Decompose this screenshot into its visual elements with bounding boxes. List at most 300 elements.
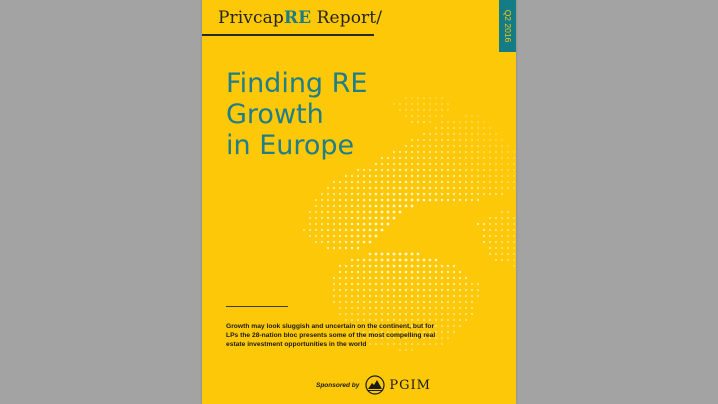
globe-dot <box>435 265 438 268</box>
globe-dot <box>357 169 359 171</box>
globe-dot <box>351 223 354 226</box>
globe-dot <box>501 181 503 183</box>
globe-dot <box>381 199 384 202</box>
globe-dot <box>411 187 414 190</box>
globe-dot <box>345 205 347 207</box>
globe-dot <box>327 199 329 201</box>
globe-dot <box>381 253 384 256</box>
globe-dot <box>411 289 413 291</box>
globe-dot <box>465 127 467 129</box>
globe-dot <box>405 199 408 202</box>
globe-dot <box>435 103 437 105</box>
globe-dot <box>453 277 455 279</box>
globe-dot <box>387 211 390 214</box>
globe-dot <box>387 301 389 303</box>
globe-dot <box>429 301 431 303</box>
globe-dot <box>513 187 515 189</box>
globe-dot <box>495 175 497 177</box>
globe-dot <box>507 223 509 225</box>
globe-dot <box>501 157 503 159</box>
globe-dot <box>483 241 485 243</box>
globe-dot <box>399 277 402 280</box>
globe-dot <box>339 187 341 189</box>
globe-dot <box>453 127 455 129</box>
globe-dot <box>363 241 366 244</box>
globe-dot <box>363 271 365 273</box>
globe-dot <box>321 199 323 201</box>
globe-dot <box>417 313 419 315</box>
globe-dot <box>393 211 396 214</box>
globe-dot <box>369 307 371 309</box>
globe-dot <box>405 301 407 303</box>
globe-dot <box>495 145 497 147</box>
globe-dot <box>471 307 473 309</box>
globe-dot <box>369 289 371 291</box>
globe-dot <box>513 265 515 267</box>
globe-dot <box>459 187 461 189</box>
globe-dot <box>345 265 347 267</box>
globe-dot <box>309 235 311 237</box>
globe-dot <box>375 223 378 226</box>
globe-dot <box>363 193 365 195</box>
globe-dot <box>489 181 491 183</box>
globe-dot <box>405 319 407 321</box>
globe-dot <box>501 145 503 147</box>
globe-dot <box>369 169 371 171</box>
globe-dot <box>321 241 323 243</box>
globe-dot <box>381 193 384 196</box>
globe-dot <box>381 271 384 274</box>
brand-accent: RE <box>283 8 312 28</box>
globe-dot <box>393 295 395 297</box>
globe-dot <box>375 199 378 202</box>
globe-dot <box>387 217 390 220</box>
globe-dot <box>417 283 419 285</box>
globe-dot <box>351 193 353 195</box>
globe-dot <box>357 283 359 285</box>
globe-dot <box>333 295 335 297</box>
globe-dot <box>333 193 335 195</box>
globe-dot <box>471 313 473 315</box>
globe-dot <box>309 211 311 213</box>
globe-dot <box>369 223 372 226</box>
globe-dot <box>339 301 341 303</box>
globe-dot <box>507 151 509 153</box>
globe-dot <box>501 217 503 219</box>
globe-dot <box>447 151 449 153</box>
globe-dot <box>309 223 311 225</box>
globe-dot <box>387 193 390 196</box>
brand-suffix: Report/ <box>311 8 383 28</box>
globe-dot <box>369 283 371 285</box>
globe-dot <box>357 289 359 291</box>
globe-dot <box>411 169 413 171</box>
globe-dot <box>321 229 323 231</box>
globe-dot <box>369 277 371 279</box>
tagline: Growth may look sluggish and uncertain on the continent, but for LPs the 28-nation bloc presents some of the most compelling real estate investment opportunities in the world <box>226 323 436 349</box>
globe-dot <box>381 295 383 297</box>
globe-dot <box>345 199 347 201</box>
globe-dot <box>345 211 347 213</box>
globe-dot <box>441 193 443 195</box>
globe-dot <box>333 247 335 249</box>
globe-dot <box>429 295 431 297</box>
globe-dot <box>321 223 323 225</box>
globe-dot <box>501 163 503 165</box>
globe-dot <box>345 193 347 195</box>
globe-dot <box>375 307 377 309</box>
globe-dot <box>477 289 479 291</box>
globe-dot <box>459 139 461 141</box>
globe-dot <box>471 187 473 189</box>
globe-dot <box>501 151 503 153</box>
globe-dot <box>405 313 407 315</box>
globe-dot <box>327 229 329 231</box>
globe-dot <box>489 175 491 177</box>
globe-dot <box>351 289 353 291</box>
globe-dot <box>351 277 353 279</box>
globe-dot <box>339 307 341 309</box>
globe-dot <box>429 289 431 291</box>
globe-dot <box>363 265 366 268</box>
globe-dot <box>495 235 497 237</box>
globe-dot <box>489 235 491 237</box>
globe-dot <box>357 295 359 297</box>
globe-dot <box>393 271 396 274</box>
globe-dot <box>405 283 407 285</box>
globe-dot <box>381 307 383 309</box>
globe-dot <box>477 151 479 153</box>
globe-dot <box>435 313 437 315</box>
globe-dot <box>417 97 419 99</box>
globe-dot <box>357 265 359 267</box>
globe-dot <box>501 211 503 213</box>
globe-dot <box>483 229 485 231</box>
globe-dot <box>357 235 360 238</box>
globe-dot <box>417 145 419 147</box>
globe-dot <box>507 241 509 243</box>
globe-dot <box>381 217 384 220</box>
globe-dot <box>381 289 383 291</box>
globe-dot <box>441 313 443 315</box>
globe-dot <box>423 199 426 202</box>
globe-dot <box>441 277 443 279</box>
globe-dot <box>447 319 449 321</box>
globe-dot <box>399 211 402 214</box>
globe-dot <box>393 319 395 321</box>
globe-dot <box>429 187 431 189</box>
globe-dot <box>447 277 449 279</box>
globe-dot <box>435 139 437 141</box>
globe-dot <box>417 181 419 183</box>
globe-dot <box>357 205 359 207</box>
globe-dot <box>429 109 431 111</box>
globe-dot <box>447 307 449 309</box>
globe-dot <box>411 301 413 303</box>
globe-dot <box>495 241 497 243</box>
globe-dot <box>339 283 341 285</box>
globe-dot <box>315 235 317 237</box>
globe-dot <box>375 301 377 303</box>
globe-dot <box>441 145 443 147</box>
globe-dot <box>501 253 503 255</box>
report-title <box>226 68 406 161</box>
globe-dot <box>345 307 347 309</box>
globe-dot <box>513 169 515 171</box>
globe-dot <box>327 223 329 225</box>
globe-dot <box>471 283 473 285</box>
globe-dot <box>489 133 491 135</box>
globe-dot <box>513 259 515 261</box>
globe-dot <box>483 193 485 195</box>
globe-dot <box>429 193 432 196</box>
globe-dot <box>435 181 437 183</box>
globe-dot <box>411 259 414 262</box>
globe-dot <box>399 265 402 268</box>
globe-dot <box>333 301 335 303</box>
globe-dot <box>369 301 371 303</box>
globe-dot <box>423 133 425 135</box>
globe-dot <box>363 229 366 232</box>
globe-dot <box>375 229 378 232</box>
globe-dot <box>477 181 479 183</box>
globe-dot <box>375 271 378 274</box>
globe-dot <box>483 169 485 171</box>
globe-dot <box>327 217 329 219</box>
globe-dot <box>423 115 425 117</box>
globe-dot <box>423 265 426 268</box>
globe-dot <box>399 199 402 202</box>
globe-dot <box>333 199 335 201</box>
globe-dot <box>495 187 497 189</box>
globe-dot <box>339 205 341 207</box>
globe-dot <box>375 235 378 238</box>
globe-dot <box>333 283 335 285</box>
report-cover <box>202 0 516 404</box>
globe-dot <box>351 259 353 261</box>
globe-dot <box>411 253 414 256</box>
globe-dot <box>411 295 413 297</box>
globe-dot <box>477 121 479 123</box>
globe-dot <box>345 289 347 291</box>
globe-dot <box>471 193 473 195</box>
globe-dot <box>423 181 425 183</box>
globe-dot <box>495 259 497 261</box>
globe-dot <box>369 199 372 202</box>
globe-dot <box>333 241 335 243</box>
globe-dot <box>333 289 335 291</box>
globe-dot <box>357 223 360 226</box>
globe-dot <box>351 301 353 303</box>
globe-dot <box>381 319 383 321</box>
globe-dot <box>411 181 414 184</box>
globe-dot <box>471 289 473 291</box>
globe-dot <box>441 127 443 129</box>
globe-dot <box>345 301 347 303</box>
globe-dot <box>471 157 473 159</box>
globe-dot <box>441 319 443 321</box>
globe-dot <box>411 157 413 159</box>
globe-dot <box>459 151 461 153</box>
globe-dot <box>369 187 371 189</box>
globe-dot <box>441 151 443 153</box>
globe-dot <box>399 259 402 262</box>
globe-dot <box>303 229 305 231</box>
globe-dot <box>471 175 473 177</box>
globe-dot <box>489 229 491 231</box>
globe-dot <box>423 295 425 297</box>
globe-dot <box>339 271 341 273</box>
globe-dot <box>435 193 438 196</box>
globe-dot <box>345 277 347 279</box>
globe-dot <box>423 163 425 165</box>
globe-dot <box>411 205 414 208</box>
globe-dot <box>417 175 419 177</box>
globe-dot <box>381 205 384 208</box>
globe-dot <box>411 307 413 309</box>
globe-dot <box>441 307 443 309</box>
globe-dot <box>393 163 395 165</box>
globe-dot <box>435 295 437 297</box>
globe-dot <box>387 265 390 268</box>
sponsor-block <box>316 374 431 396</box>
globe-dot <box>453 145 455 147</box>
globe-dot <box>441 133 443 135</box>
globe-dot <box>495 229 497 231</box>
globe-dot <box>447 169 449 171</box>
globe-dot <box>429 103 431 105</box>
globe-dot <box>447 181 449 183</box>
globe-dot <box>327 235 329 237</box>
globe-dot <box>369 319 371 321</box>
globe-dot <box>339 265 341 267</box>
globe-dot <box>429 151 431 153</box>
globe-dot <box>453 169 455 171</box>
globe-dot <box>369 271 371 273</box>
globe-dot <box>369 175 371 177</box>
globe-dot <box>381 223 384 226</box>
globe-dot <box>453 157 455 159</box>
globe-dot <box>465 295 467 297</box>
globe-dot <box>441 175 443 177</box>
globe-dot <box>393 181 396 184</box>
globe-dot <box>411 163 413 165</box>
globe-dot <box>471 115 473 117</box>
globe-dot <box>483 127 485 129</box>
globe-dot <box>339 295 341 297</box>
globe-dot <box>411 199 414 202</box>
globe-dot <box>351 265 353 267</box>
globe-dot <box>357 193 359 195</box>
globe-dot <box>387 277 390 280</box>
globe-dot <box>507 235 509 237</box>
globe-dot <box>435 133 437 135</box>
globe-dot <box>471 127 473 129</box>
globe-dot <box>441 301 443 303</box>
globe-dot <box>447 103 449 105</box>
globe-dot <box>465 283 467 285</box>
globe-dot <box>477 157 479 159</box>
globe-dot <box>507 175 509 177</box>
globe-dot <box>309 217 311 219</box>
globe-dot <box>405 295 407 297</box>
globe-dot <box>345 175 347 177</box>
globe-dot <box>351 199 353 201</box>
globe-dot <box>345 217 347 219</box>
globe-dot <box>357 271 359 273</box>
globe-dot <box>345 271 347 273</box>
globe-dot <box>435 109 437 111</box>
globe-dot <box>327 247 329 249</box>
globe-dot <box>477 127 479 129</box>
brand-underline <box>202 34 374 36</box>
globe-dot <box>339 211 341 213</box>
globe-dot <box>459 133 461 135</box>
globe-dot <box>435 175 437 177</box>
globe-dot <box>315 241 317 243</box>
globe-dot <box>483 163 485 165</box>
globe-dot <box>369 217 372 220</box>
globe-dot <box>351 295 353 297</box>
globe-dot <box>399 205 402 208</box>
globe-dot <box>411 139 413 141</box>
globe-dot <box>399 163 401 165</box>
globe-dot <box>447 283 449 285</box>
globe-dot <box>459 199 461 201</box>
globe-dot <box>447 139 449 141</box>
globe-dot <box>339 199 341 201</box>
globe-dot <box>405 193 408 196</box>
globe-dot <box>351 283 353 285</box>
globe-dot <box>441 181 443 183</box>
globe-dot <box>507 169 509 171</box>
globe-dot <box>489 187 491 189</box>
globe-dot <box>411 277 414 280</box>
globe-dot <box>495 169 497 171</box>
globe-dot <box>363 199 366 202</box>
globe-dot <box>423 151 425 153</box>
globe-dot <box>435 145 437 147</box>
globe-dot <box>441 199 443 201</box>
globe-dot <box>465 121 467 123</box>
globe-dot <box>417 109 419 111</box>
globe-dot <box>501 187 503 189</box>
globe-dot <box>375 163 377 165</box>
globe-dot <box>435 271 437 273</box>
globe-dot <box>501 193 503 195</box>
globe-dot <box>345 313 347 315</box>
globe-dot <box>453 199 455 201</box>
globe-dot <box>465 319 467 321</box>
globe-dot <box>483 145 485 147</box>
globe-dot <box>453 331 455 333</box>
globe-dot <box>351 187 353 189</box>
globe-dot <box>489 127 491 129</box>
globe-dot <box>369 193 372 196</box>
globe-dot <box>483 181 485 183</box>
globe-dot <box>399 289 401 291</box>
globe-dot <box>357 259 359 261</box>
globe-dot <box>381 313 383 315</box>
globe-dot <box>357 217 360 220</box>
globe-dot <box>345 319 347 321</box>
globe-dot <box>405 253 408 256</box>
globe-dot <box>459 277 461 279</box>
globe-dot <box>447 325 449 327</box>
globe-dot <box>357 313 359 315</box>
globe-dot <box>441 271 443 273</box>
globe-dot <box>357 277 359 279</box>
